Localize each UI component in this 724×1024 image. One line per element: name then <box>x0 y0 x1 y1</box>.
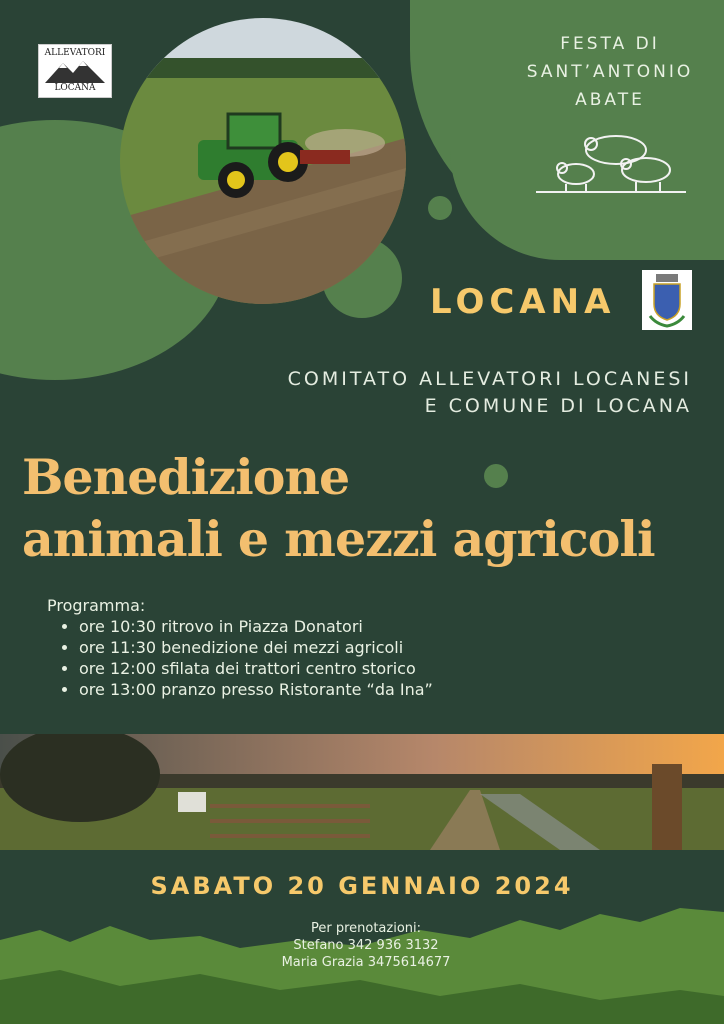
event-date: SABATO 20 GENNAIO 2024 <box>150 872 574 900</box>
coat-of-arms-icon <box>642 270 692 330</box>
decorative-circle <box>428 196 452 220</box>
mountain-icon <box>45 59 105 83</box>
town-name: LOCANA <box>430 282 616 322</box>
program-heading: Programma: <box>47 596 146 615</box>
organizers <box>230 366 692 420</box>
festa-line: SANT’ANTONIO <box>526 62 694 82</box>
logo-text-top: ALLEVATORI <box>44 48 106 58</box>
festa-title <box>505 30 715 114</box>
headline-line: animali e mezzi agricoli <box>22 510 655 568</box>
program-item: • ore 12:00 sfilata dei trattori centro storico <box>79 658 433 679</box>
booking-contact: Stefano 342 936 3132 <box>293 938 439 953</box>
logo-text-bottom: LOCANA <box>54 83 96 93</box>
festa-line: FESTA DI <box>560 34 660 54</box>
program-item: • ore 11:30 benedizione dei mezzi agricoli <box>79 637 433 658</box>
program-list <box>47 616 433 700</box>
headline-line: Benedizione <box>22 448 350 506</box>
festa-line: ABATE <box>575 90 645 110</box>
countryside-photo <box>0 734 724 850</box>
tractor-photo <box>120 18 406 304</box>
organizers-line: COMITATO ALLEVATORI LOCANESI <box>287 368 692 390</box>
program-item: • ore 13:00 pranzo presso Ristorante “da Ina” <box>79 679 433 700</box>
event-headline <box>22 446 655 570</box>
town-crest <box>642 270 692 330</box>
booking-contact: Maria Grazia 3475614677 <box>281 955 451 970</box>
program <box>47 595 433 700</box>
organizers-line: E COMUNE DI LOCANA <box>424 395 692 417</box>
program-item: • ore 10:30 ritrovo in Piazza Donatori <box>79 616 433 637</box>
booking-info <box>0 920 724 971</box>
sheep-icon <box>536 128 686 198</box>
allevatori-logo <box>38 44 112 98</box>
booking-label: Per prenotazioni: <box>310 921 422 936</box>
